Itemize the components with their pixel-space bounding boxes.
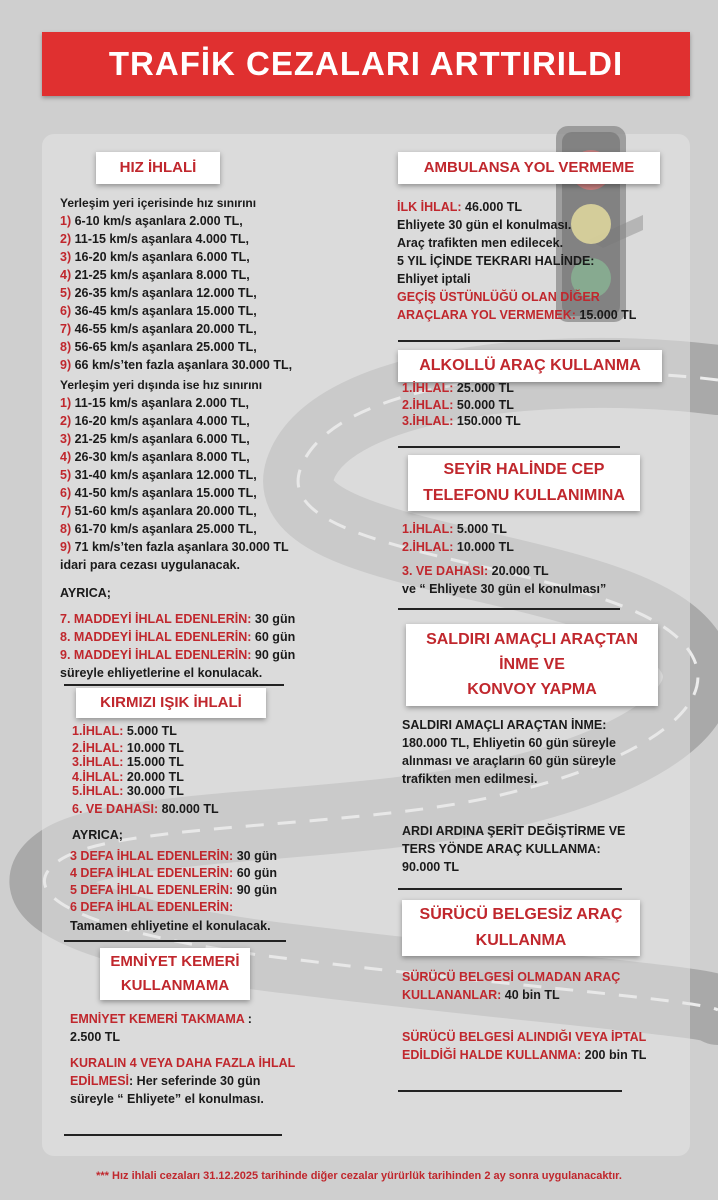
no-license-header-line1: SÜRÜCÜ BELGESİZ ARAÇ (419, 906, 623, 923)
list-item: 9) 71 km/s’ten fazla aşanlara 30.000 TL (60, 540, 289, 554)
ambulance-header-text: AMBULANSA YOL VERMEME (423, 159, 635, 176)
red-light-header (76, 688, 266, 718)
divider (64, 940, 286, 942)
list-item: 4.İHLAL: 20.000 TL (72, 769, 184, 784)
list-item: 3 DEFA İHLAL EDENLERİN: 30 gün (70, 849, 277, 863)
list-item: 8) 61-70 km/s aşanlara 25.000 TL, (60, 522, 257, 536)
seatbelt-rule-2: KURALIN 4 VEYA DAHA FAZLA İHLAL EDİLMESİ: Her seferinde 30 gün süreyle “ Ehliyete” el konulması. (70, 1056, 296, 1106)
list-item: 9) 66 km/s’ten fazla aşanlara 30.000 TL, (60, 358, 293, 372)
attack-value-1: 180.000 TL, Ehliyetin 60 gün süreyle alınması ve araçların 60 gün süreyle trafikten men edilmesi. (402, 736, 617, 786)
list-item: 1.İHLAL: 5.000 TL (402, 522, 507, 536)
seatbelt-section (70, 1010, 300, 1108)
list-item: 2.İHLAL: 10.000 TL (402, 540, 514, 554)
list-item: 2.İHLAL: 10.000 TL (72, 740, 184, 755)
list-item: 4 DEFA İHLAL EDENLERİN: 60 gün (70, 866, 277, 880)
list-item: 6 DEFA İHLAL EDENLERİN: (70, 900, 234, 914)
ambulance-first: İLK İHLAL: 46.000 TL (397, 200, 523, 214)
outside-settlement-label: Yerleşim yeri dışında ise hız sınırını (60, 378, 263, 392)
list-item: 2) 11-15 km/s aşanlara 4.000 TL, (60, 232, 250, 246)
list-item: 8. MADDEYİ İHLAL EDENLERİN: 60 gün (60, 630, 296, 644)
ambulance-header (398, 152, 660, 184)
list-item: 5.İHLAL: 30.000 TL (72, 784, 184, 798)
speed-rules-end: süreyle ehliyetlerine el konulacak. (60, 666, 263, 680)
list-item: 7) 51-60 km/s aşanlara 20.000 TL, (60, 504, 257, 518)
list-item: 5) 31-40 km/s aşanlara 12.000 TL, (60, 468, 257, 482)
list-item: 3. VE DAHASI: 20.000 TL (402, 564, 549, 578)
list-item: 1) 6-10 km/s aşanlara 2.000 TL, (60, 214, 243, 228)
lane-value: 90.000 TL (402, 860, 459, 874)
ambulance-section (397, 198, 667, 324)
no-license-header (402, 900, 640, 956)
speed-violation-header (96, 152, 220, 184)
ambulance-line-5: Ehliyet iptali (397, 272, 471, 286)
divider (398, 340, 620, 342)
red-light-end: Tamamen ehliyetine el konulacak. (70, 919, 271, 933)
list-item: 5 DEFA İHLAL EDENLERİN: 90 gün (70, 883, 277, 897)
left-column (60, 148, 365, 682)
alcohol-header (398, 350, 662, 382)
phone-end: ve “ Ehliyete 30 gün el konulması” (402, 582, 607, 596)
list-item: 9. MADDEYİ İHLAL EDENLERİN: 90 gün (60, 648, 296, 662)
speed-rules-list (60, 610, 365, 664)
lane-section (402, 822, 662, 876)
list-item: 6) 36-45 km/s aşanlara 15.000 TL, (60, 304, 257, 318)
list-item: 7. MADDEYİ İHLAL EDENLERİN: 30 gün (60, 612, 296, 626)
speed-violation-header-text: HIZ İHLALİ (119, 159, 197, 176)
ambulance-repeat: 5 YIL İÇİNDE TEKRARI HALİNDE: (397, 254, 595, 268)
list-item: 6. VE DAHASI: 80.000 TL (72, 801, 219, 816)
seatbelt-rule-1: EMNİYET KEMERİ TAKMAMA : (70, 1012, 252, 1026)
seatbelt-header-line2: KULLANMAMA (120, 977, 230, 994)
list-item: 5) 26-35 km/s aşanlara 12.000 TL, (60, 286, 257, 300)
list-item: 7) 46-55 km/s aşanlara 20.000 TL, (60, 322, 257, 336)
page-title: TRAFİK CEZALARI ARTTIRILDI (42, 32, 690, 96)
alcohol-header-text: ALKOLLÜ ARAÇ KULLANMA (419, 357, 641, 374)
list-item: 1.İHLAL: 5.000 TL (72, 724, 177, 738)
list-item: 4) 21-25 km/s aşanlara 8.000 TL, (60, 268, 250, 282)
attack-header-line2: İNME VE (499, 656, 565, 673)
no-license-rule-1: SÜRÜCÜ BELGESİ OLMADAN ARAÇ KULLANANLAR: 40 bin TL (402, 970, 621, 1002)
attack-section (402, 716, 652, 788)
speed-also-label: AYRICA; (60, 586, 111, 600)
list-item: 6) 41-50 km/s aşanlara 15.000 TL, (60, 486, 257, 500)
inside-settlement-label: Yerleşim yeri içerisinde hız sınırını (60, 196, 257, 210)
lane-rule: ARDI ARDINA ŞERİT DEĞİŞTİRME VE TERS YÖNDE ARAÇ KULLANMA: (402, 824, 626, 856)
ambulance-line-3: Araç trafikten men edilecek. (397, 236, 564, 250)
attack-header-line3: KONVOY YAPMA (467, 681, 597, 698)
no-license-rule-2: SÜRÜCÜ BELGESİ ALINDIĞI VEYA İPTAL EDİLDİĞİ HALDE KULLANMA: 200 bin TL (402, 1030, 647, 1062)
attack-header-line1: SALDIRI AMAÇLI ARAÇTAN (426, 631, 638, 648)
phone-section (402, 520, 652, 598)
no-license-section-2 (402, 1028, 652, 1064)
divider (398, 446, 620, 448)
list-item: 1.İHLAL: 25.000 TL (402, 381, 514, 395)
speed-closing-text: idari para cezası uygulanacak. (60, 558, 240, 572)
phone-header-line2: TELEFONU KULLANIMINA (423, 487, 625, 504)
attack-rule-1: SALDIRI AMAÇLI ARAÇTAN İNME: (402, 718, 607, 732)
list-item: 2) 16-20 km/s aşanlara 4.000 TL, (60, 414, 250, 428)
inside-settlement-list (60, 212, 365, 374)
divider (64, 1134, 282, 1136)
list-item: 3.İHLAL: 15.000 TL (72, 755, 184, 769)
divider (398, 608, 620, 610)
red-light-rules (70, 848, 330, 936)
seatbelt-value-1: 2.500 TL (70, 1030, 121, 1044)
list-item: 3) 21-25 km/s aşanlara 6.000 TL, (60, 432, 250, 446)
ambulance-priority: GEÇİŞ ÜSTÜNLÜĞÜ OLAN DİĞER ARAÇLARA YOL VERMEMEK: 15.000 TL (397, 290, 637, 322)
list-item: 4) 26-30 km/s aşanlara 8.000 TL, (60, 450, 250, 464)
alcohol-section (402, 380, 642, 430)
phone-header-line1: SEYİR HALİNDE CEP (443, 461, 605, 478)
red-light-header-text: KIRMIZI IŞIK İHLALİ (100, 694, 242, 711)
red-light-section (72, 724, 332, 844)
seatbelt-header (100, 948, 250, 1000)
divider (64, 684, 284, 686)
outside-settlement-list (60, 394, 365, 556)
list-item: 3) 16-20 km/s aşanlara 6.000 TL, (60, 250, 250, 264)
no-license-section-1 (402, 968, 652, 1004)
red-light-also-label: AYRICA; (72, 827, 123, 842)
list-item: 2.İHLAL: 50.000 TL (402, 397, 514, 412)
divider (398, 888, 622, 890)
list-item: 3.İHLAL: 150.000 TL (402, 414, 521, 428)
phone-header (408, 455, 640, 511)
no-license-header-line2: KULLANMA (475, 932, 567, 949)
list-item: 1) 11-15 km/s aşanlara 2.000 TL, (60, 396, 250, 410)
ambulance-line-2: Ehliyete 30 gün el konulması. (397, 218, 572, 232)
divider (398, 1090, 622, 1092)
attack-header (406, 624, 658, 706)
footer-note: *** Hız ihlali cezaları 31.12.2025 tarihinde diğer cezalar yürürlük tarihinden 2 ay sonra uygulanacaktır. (96, 1170, 622, 1182)
list-item: 8) 56-65 km/s aşanlara 25.000 TL, (60, 340, 257, 354)
seatbelt-header-line1: EMNİYET KEMERİ (110, 953, 240, 970)
